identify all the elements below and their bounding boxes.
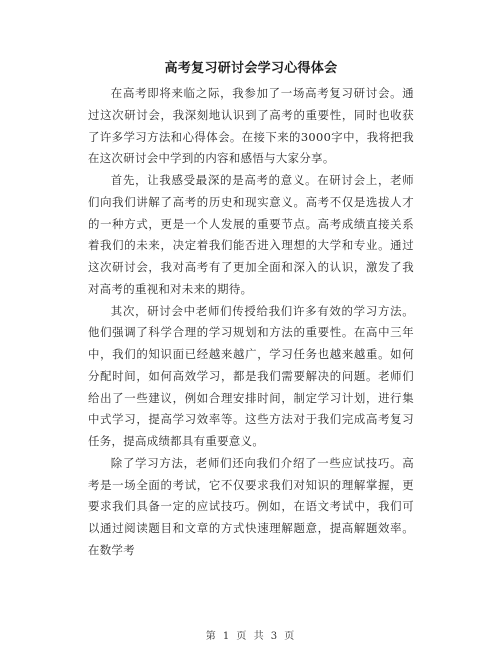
paragraph-3: 其次，研讨会中老师们传授给我们许多有效的学习方法。他们强调了科学合理的学习规划和方法的重要性。在高中三年中，我们的知识面已经越来越广，学习任务也越来越重。如何分配时间，如何高效学习，都是我们需要解决的问题。老师们给出了一些建议，例如合理安排时间，制定学习计划，进行集中式学习，提高学习效率等。这些方法对于我们完成高考复习任务，提高成绩都具有重要意义。 [88, 303, 414, 448]
paragraph-2: 首先，让我感受最深的是高考的意义。在研讨会上，老师们向我们讲解了高考的历史和现实意义。高考不仅是选拔人才的一种方式，更是一个人发展的重要节点。高考成绩直接关系着我们的未来，决定着我们能否进入理想的大学和专业。通过这次研讨会，我对高考有了更加全面和深入的认识，激发了我对高考的重视和对未来的期待。 [88, 173, 414, 296]
page-number-footer: 第 1 页 共 3 页 [205, 631, 297, 642]
paragraph-4: 除了学习方法，老师们还向我们介绍了一些应试技巧。高考是一场全面的考试，它不仅要求我们对知识的理解掌握，更要求我们具备一定的应试技巧。例如，在语文考试中，我们可以通过阅读题目和文章的方式快速理解题意，提高解题效率。在数学考 [88, 455, 414, 557]
paragraph-1: 在高考即将来临之际，我参加了一场高考复习研讨会。通过这次研讨会，我深刻地认识到了高考的重要性，同时也收获了许多学习方法和心得体会。在接下来的3000字中，我将把我在这次研讨会中学到的内容和感悟与大家分享。 [88, 86, 414, 166]
document-body [88, 83, 414, 562]
document-title: 高考复习研讨会学习心得体会 [164, 61, 338, 76]
